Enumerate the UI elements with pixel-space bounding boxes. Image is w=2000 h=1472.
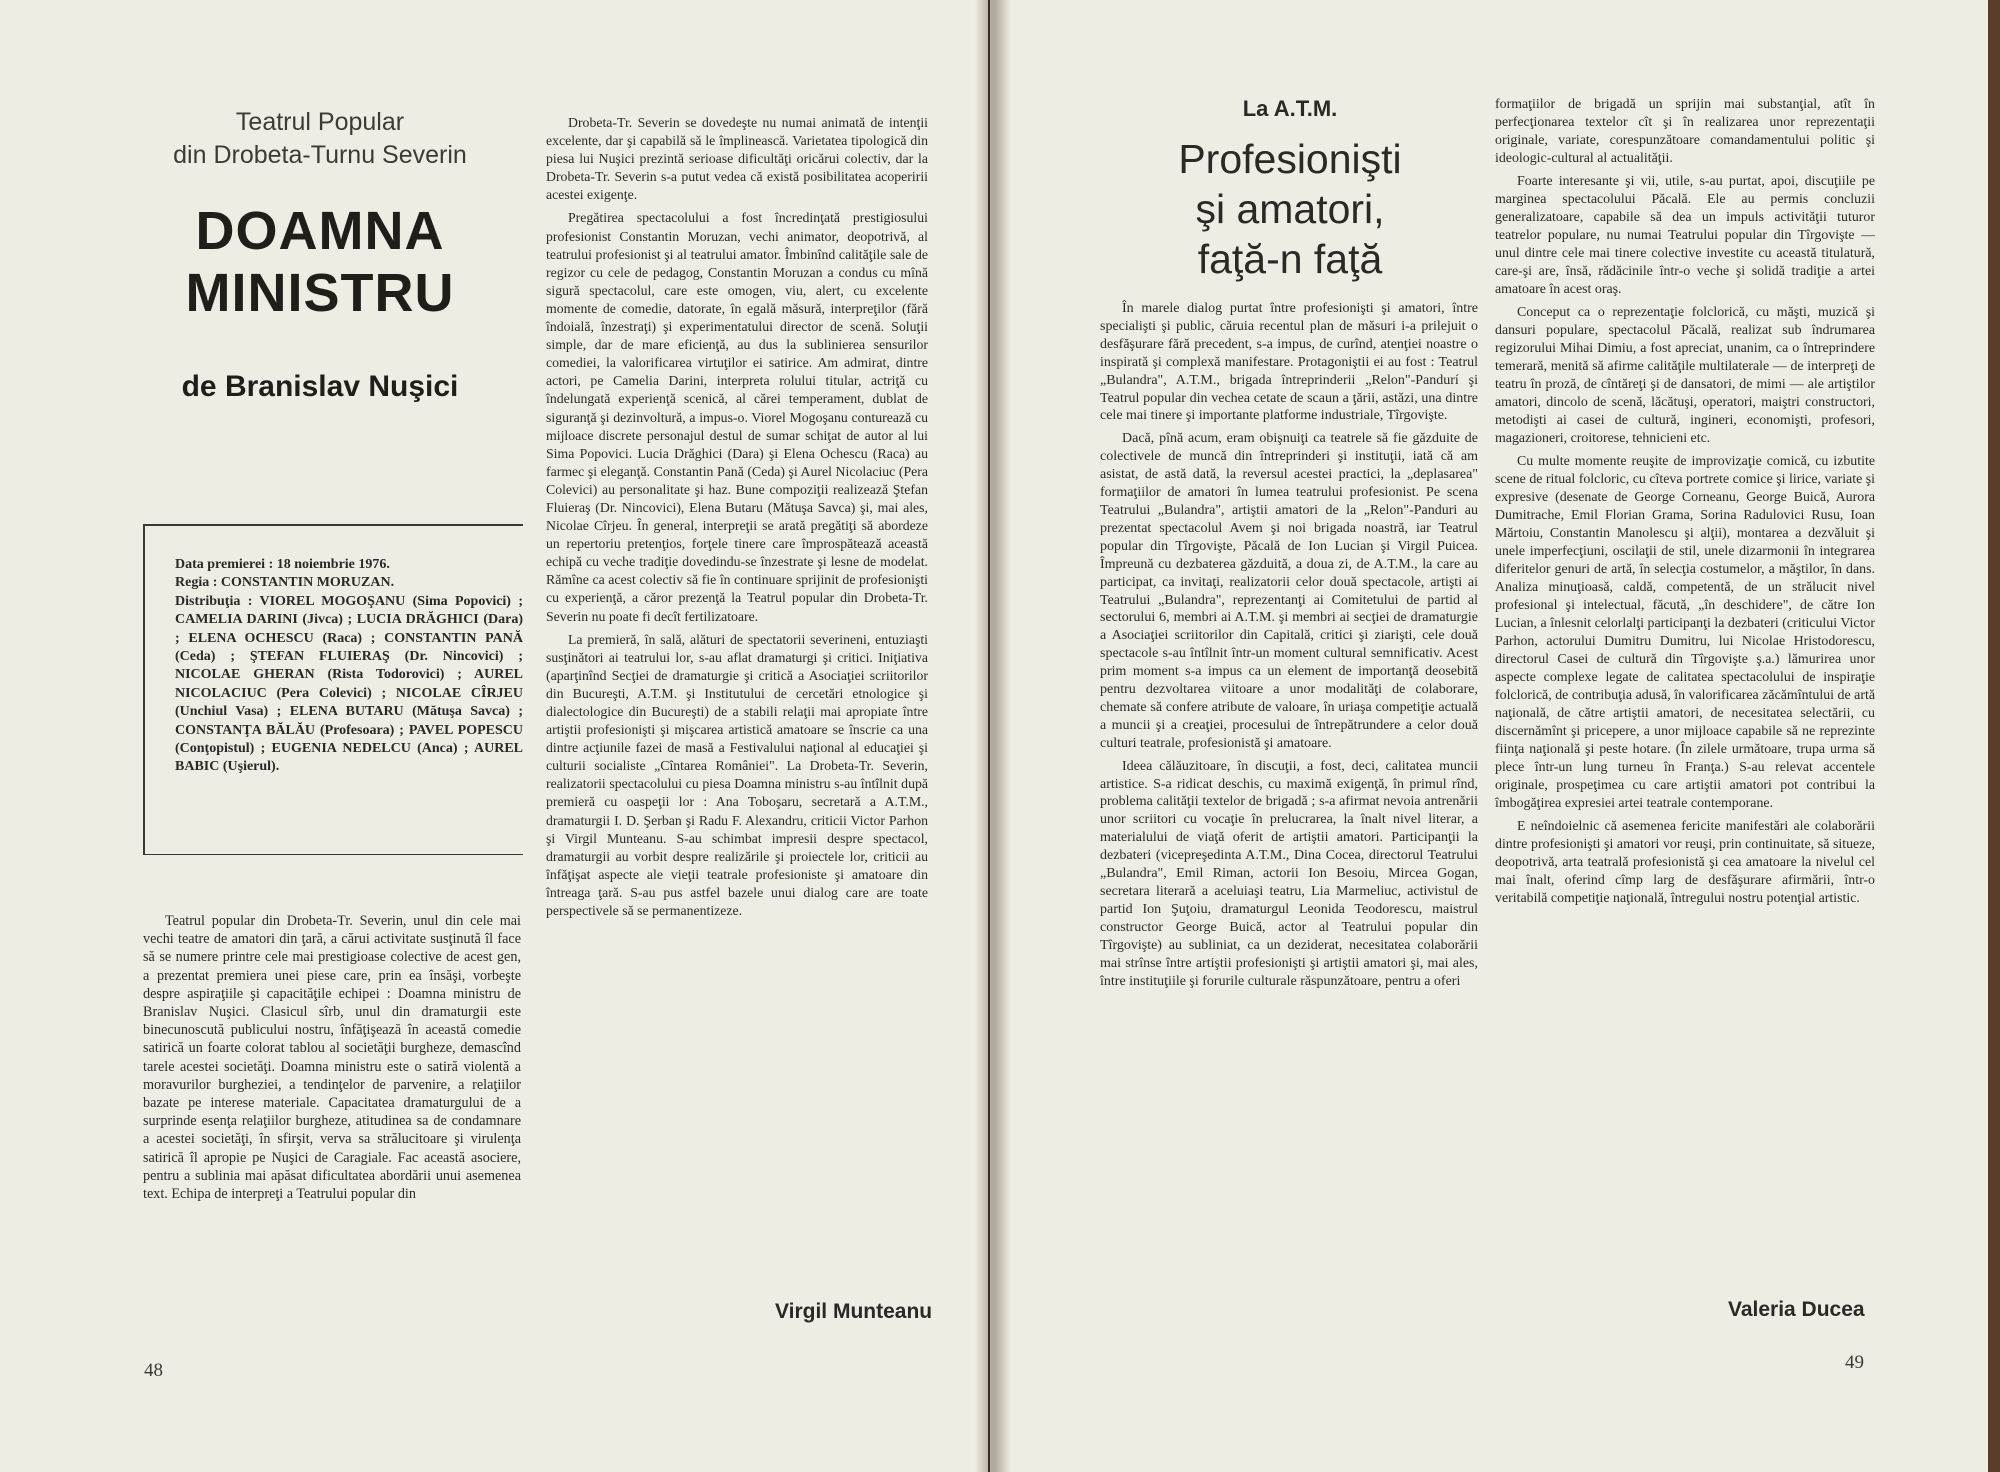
left-column-2 [546, 114, 928, 925]
left-page [0, 0, 988, 1472]
right-col1-paragraph: În marele dialog purtat între profesionişti şi amatori, între specialişti şi public, căruia recentul plan de măsuri i-a prilejuit o desfăşurare fără precedent, s-a impus, de curînd, atenţiei noastre o inspirată şi complexă manifestare. Protagoniştii ei au fost : Teatrul „Bulandra", A.T.M., brigada întreprinderii „Relon"-Pandurí şi Teatrul popular din vechea cetate de scaun a ţării, astăzi, una dintre cele mai tinere şi importante platforme industriale, Tîrgovişte. [1100, 301, 1478, 424]
book-cover-edge [1988, 0, 2000, 1472]
right-title-line-3: faţă-n faţă [1197, 236, 1383, 282]
right-column-1 [1100, 300, 1478, 995]
left-col1-paragraph: Teatrul popular din Drobeta-Tr. Severin, unul din cele mai vechi teatre de amatori din ţară, a cărui activitate susţinută îl face să se numere printre cele mai prestigioase colective de acest gen, a prezentat premiera unei piese care, prin ea însăşi, vorbeşte despre aspiraţiile şi capacităţile echipei : Doamna ministru de Branislav Nuşici. Clasicul sîrb, unul din dramaturgii este binecunoscută publicului nostru, înfăţişează în această comedie satirică un foarte colorat tablou al societăţii burgheze, demascînd tarele acestei societăţi. Doamna ministru este o satiră violentă a moravurilor burgheziei, a tendinţelor de parvenire, a relaţiilor bazate pe interese materiale. Capacitatea dramaturgului de a surprinde esenţa relaţiilor burgheze, atitudinea sa de condamnare a acestei societăţi, în sfirşit, verva sa strălucitoare şi virulenţa satirică îl apropie pe Nuşici de Caragiale. Fac această asociere, pentru a sublinia mai apăsat dificultatea abordării unui asemenea text. Echipa de interpreţi a Teatrului popular din [143, 913, 521, 1203]
left-title-line-2: MINISTRU [185, 263, 455, 323]
right-kicker: La A.T.M. [1242, 96, 1338, 121]
left-title [140, 200, 500, 324]
right-title-line-1: Profesionişti [1178, 136, 1402, 182]
left-signature: Virgil Munteanu [775, 1300, 933, 1323]
right-page-number: 49 [1845, 1352, 1864, 1373]
right-col2-paragraph: Cu multe momente reuşite de improvizaţie comică, cu izbutite scene de ritual folcloric, cu cîteva portrete comice şi lirice, variate şi expresive (desenate de George Corneanu, George Buică, Aurora Dumitrache, Emil Florian Grama, Sorina Radulovici Rusu, Ioan Mărtoiu, Constantin Manolescu şi alţii), montarea a dezvăluit şi unele imperfecţiuni, oscilaţii de stil, unele dizarmonii în integrarea diferitelor genuri de artă, în selecţia costumelor, a măştilor, în dans. Analiza minuţioasă, caldă, competentă, de un strălucit nivel profesional şi intelectual, făcută, „în deschidere", de către Ion Lucian, a înlesnit celorlalţi participanţi la dezbateri (criticului Victor Parhon, actorului Dumitru Dumitru, lui Nicolae Hristodorescu, directorul Casei de cultură din Tîrgovişte ş.a.) lămurirea unor aspecte complexe legate de calitatea spectacolului de inspiraţie folclorică, de contribuţia adusă, în valorificarea zăcămîntului de artă naţională, de către artiştii amatori, de necesitatea selectării, cu discernămînt şi pricepere, a unor mijloace capabile să ne reprezinte fiinţa naţională şi peste hotare. (În zilele următoare, trupa urma să plece într-un lung turneu în Franţa.) S-au relevat accentele originale, prospeţimea cu care artiştii amatori pot contribui la îmbogăţirea expresiei artei teatrale contemporane. [1495, 454, 1875, 811]
left-col2-paragraph: Pregătirea spectacolului a fost încredinţată prestigiosului profesionist Constantin Moruzan, vechi animator, deopotrivă, al teatrului profesionist şi al teatrului amator. Îmbinînd calităţile sale de regizor cu cele de pedagog, Constantin Moruzan a condus cu mînă sigură spectacolul, care este omogen, viu, alert, cu excelente momente de comedie, datorate, în egală măsură, interpreţilor (fără îndoială, înzestraţi) şi experimentatului director de scenă. Soluţii simple, dar de mare eficienţă, au dus la sublinierea sensurilor comediei, la valorificarea virtuţilor ei satirice. Am admirat, dintre actori, pe Camelia Darini, interpreta rolului titular, actriţă cu îndelungată experienţă scenică, al cărei temperament, dublat de siguranţă şi dezinvoltură, a impus-o. Viorel Mogoşanu conturează cu mijloace discrete personajul destul de sumar schiţat de autor al lui Sima Popovici. Lucia Drăghici (Dara) şi Elena Ochescu (Raca) au farmec şi eleganţă. Constantin Pană (Ceda) şi Aurel Nicolaciuc (Pera Colevici) au personalitate şi haz. Bune compoziţii realizează Ştefan Fluieraş (Dr. Nincovici), Elena Butaru (Mătuşa Savca) şi, mai ales, Nicolae Cîrjeu. În general, interpreţii se arată pregătiţi să abordeze un repertoriu pretenţios, forţele tinere care împrospătează această echipă cu veche tradiţie dovedindu-se înzestrate şi lesne de modelat. Rămîne ca acest colectiv să fie în continuare sprijinit de profesionişti cu experienţă, a căror prezenţă la Teatrul popular din Drobeta-Tr. Severin nu poate fi decît fertilizatoare. [546, 210, 928, 624]
left-kicker [140, 106, 500, 172]
credits-premiere: Data premierei : 18 noiembrie 1976. [175, 557, 390, 572]
right-col2-paragraph: E neîndoielnic că asemenea fericite manifestări ale colaborării dintre profesionişti şi amatori vor reuşi, prin continuitate, să situeze, deopotrivă, arta teatrală profesionistă şi cea amatoare la nivelul cel mai înalt, oferind cîmp larg de desfăşurare afirmării, într-o veritabilă competiţie naţională, întregului nostru potenţial artistic. [1495, 819, 1875, 906]
book-gutter [975, 0, 1011, 1472]
right-col2-paragraph: formaţiilor de brigadă un sprijin mai substanţial, atît în perfecţionarea textelor cît şi în realizarea unor reprezentaţii originale, variate, corespunzătoare comandamentului politic şi ideologic-cultural al actualităţii. [1495, 97, 1875, 166]
left-title-line-1: DOAMNA [195, 201, 445, 261]
left-col2-paragraph: Drobeta-Tr. Severin se dovedeşte nu numai animată de intenţii excelente, dar şi capabilă să le împlinească. Varietatea tipologică din piesa lui Nuşici prezintă serioase dificultăţi oricărui colectiv, dar la Drobeta-Tr. Severin s-a putut vedea că există posibilitatea acoperirii acestei exigenţe. [546, 115, 928, 203]
credits-cast: Distribuţia : VIOREL MOGOŞANU (Sima Popovici) ; CAMELIA DARINI (Jivca) ; LUCIA DRĂGHICI (Dara) ; ELENA OCHESCU (Raca) ; CONSTANTIN PANĂ (Ceda) ; ŞTEFAN FLUIERAŞ (Dr. Nincovici) ; NICOLAE GHERAN (Rista Todorovici) ; AUREL NICOLACIUC (Pera Colevici) ; NICOLAE CÎRJEU (Unchiul Vasa) ; ELENA BUTARU (Mătuşa Savca) ; CONSTANŢA BĂLĂU (Profesoara) ; PAVEL POPESCU (Conţopistul) ; EUGENIA NEDELCU (Anca) ; AUREL BABIC (Uşierul). [175, 593, 523, 775]
right-column-2 [1495, 96, 1875, 913]
right-col1-paragraph: Dacă, pînă acum, eram obişnuiţi ca teatrele să fie găzduite de colectivele de muncă din întreprinderi şi instituţii, iată că am asistat, de astă dată, la reversul acestei practici, la „deplasarea" formaţiilor de amatori în lumea teatrului profesionist. Pe scena Teatrului „Bulandra", artiştii amatori de la „Relon"-Panduri au prezentat spectacolul Avem şi noi brigada noastră, iar Teatrul popular din Tîrgovişte, Păcală de Ion Lucian şi Virgil Puicea. Împreună cu dezbaterea găzduită, a doua zi, de A.T.M., la care au participat, ca invitaţi, realizatorii celor două spectacole, artişti ai Teatrului „Bulandra", reprezentanţi ai Comitetului de partid al sectorului 6, membri ai A.T.M. şi membri ai secţiei de dramaturgie a Asociaţiei scriitorilor din Capitală, critici şi ziarişti, cele două spectacole s-au întîlnit într-un moment cultural semnificativ. Acest prim moment s-a impus ca un element de importanţă deosebită pentru dezvoltarea viitoare a unor modalităţi de colaborare, chemate să confere atribute de valoare, în uriaşa competiţie actuală a muncii şi a creaţiei, procesului de întrepătrundere a celor două culturi teatrale, profesionistă şi amatoare. [1100, 431, 1478, 751]
left-col2-paragraph: La premieră, în sală, alături de spectatorii severineni, entuziaşti susţinători ai teatrului lor, s-au aflat dramaturgi şi critici. Iniţiativa (aparţinînd Secţiei de dramaturgie şi critică a Asociaţiei scriitorilor din Bucureşti, A.T.M. şi Institutului de cercetări etnologice şi dialectologice din Bucureşti) de a stabili relaţii mai apropiate între artiştii profesionişti şi mişcarea artistică amatoare se înscrie ca una dintre acţiunile fazei de masă a Festivalului naţional al educaţiei şi culturii socialiste „Cîntarea României". La Drobeta-Tr. Severin, realizatorii spectacolului cu piesa Doamna ministru s-au întîlnit după premieră cu oaspeţii lor : Ana Toboşaru, secretară a A.T.M., dramaturgii I. D. Şerban şi Radu F. Alexandru, criticii Victor Parhon şi Virgil Munteanu. S-au schimbat impresii despre spectacol, dramaturgii au vorbit despre realizările şi proiectele lor, criticii au înfăţişat aspecte ale vieţii teatrale profesioniste şi amatoare din întreaga ţară. S-au pus astfel bazele unui dialog care are toate perspectivele să se permanentizeze. [546, 631, 928, 919]
credits-direction: Regia : CONSTANTIN MORUZAN. [175, 575, 395, 591]
credits-box [143, 524, 523, 855]
left-page-number: 48 [144, 1360, 163, 1381]
right-signature: Valeria Ducea [1728, 1298, 1865, 1321]
right-col2-paragraph: Conceput ca o reprezentaţie folclorică, cu măşti, muzică şi dansuri populare, spectacolul Păcală, realizat sub îndrumarea regizorului Mihai Dimiu, a fost apreciat, unanim, ca o întreprindere temerară, menită să afirme calităţile multilaterale — de interpreţi de teatru în proză, de cîntăreţi şi de dansatori, de mimi — ale artiştilor amatori, dincolo de scenă, lăcătuşi, operatori, maiştri constructori, metodişti ai casei de cultură, ingineri, economişti, profesori, magazioneri, croitorese, tehnicieni etc. [1495, 305, 1875, 446]
left-column-1 [143, 912, 521, 1208]
right-page [990, 0, 1988, 1472]
left-byline: de Branislav Nuşici [181, 370, 459, 403]
right-title [1100, 134, 1480, 284]
right-title-line-2: şi amatori, [1195, 186, 1385, 232]
left-kicker-line-2: din Drobeta-Turnu Severin [173, 141, 467, 169]
left-kicker-line-1: Teatrul Popular [235, 108, 405, 136]
right-col1-paragraph: Ideea călăuzitoare, în discuţii, a fost, deci, calitatea muncii artistice. S-a ridicat deschis, cu maximă exigenţă, în primul rînd, problema calităţii textelor de brigadă ; s-a afirmat nevoia antrenării unor scriitori cu vocaţie în prelucrarea, la înalt nivel literar, a materialului de viaţă oferit de artiştii amatori. Participanţii la dezbateri (vicepreşedinta A.T.M., Dina Cocea, directorul Teatrului „Bulandra", Emil Riman, actorii Ion Besoiu, Mircea Gogan, secretara literară a aceluiaşi teatru, Lia Marmeliuc, activistul de partid Ion Şuţoiu, dramaturgul Leonida Teodorescu, maistrul constructor George Buică, actor al Teatrului popular din Tîrgovişte) au subliniat, ca un deziderat, necesitatea colaborării mai strînse între artiştii profesionişti şi artiştii amatori şi, mai ales, între instituţiile şi forurile culturale răspunzătoare, pentru a oferi [1100, 758, 1478, 989]
right-col2-paragraph: Foarte interesante şi vii, utile, s-au purtat, apoi, discuţiile pe marginea spectacolului Păcală. Ele au permis concluzii generalizatoare, capabile să dea un impuls activităţii tuturor teatrelor populare, nu numai Teatrului popular din Tîrgovişte — unul dintre cele mai tinere colective investite cu această titulatură, care-şi are, însă, rădăcinile într-o veche şi solidă tradiţie a artei amatoare în acest oraş. [1495, 174, 1875, 297]
